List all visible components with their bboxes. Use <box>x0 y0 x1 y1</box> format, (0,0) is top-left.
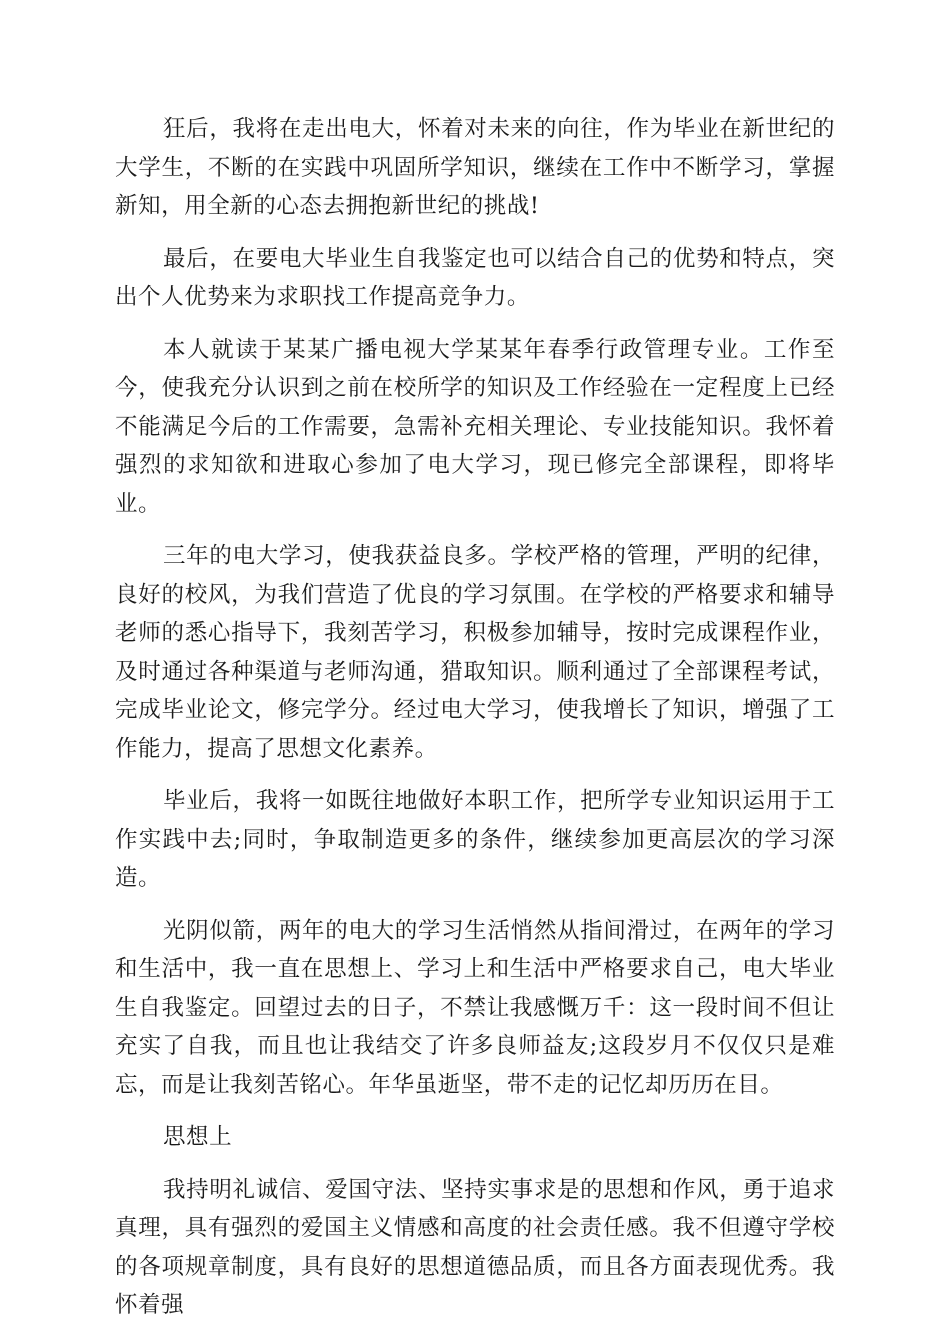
section-heading-ideology: 思想上 <box>163 1124 233 1150</box>
paragraph-ideology: 我持明礼诚信、爱国守法、坚持实事求是的思想和作风，勇于追求真理，具有强烈的爱国主义情感和高度的社会责任感。我不但遵守学校的各项规章制度，具有良好的思想道德品质，而且各方面表现优秀。我怀着强 <box>115 1176 835 1318</box>
paragraph-after-graduation: 毕业后，我将一如既往地做好本职工作，把所学专业知识运用于工作实践中去;同时，争取制造更多的条件，继续参加更高层次的学习深造。 <box>115 788 835 891</box>
paragraph-three-years: 三年的电大学习，使我获益良多。学校严格的管理，严明的纪律，良好的校风，为我们营造了优良的学习氛围。在学校的严格要求和辅导老师的悉心指导下，我刻苦学习，积极参加辅导，按时完成课程作业，及时通过各种渠道与老师沟通，猎取知识。顺利通过了全部课程考试，完成毕业论文，修完学分。经过电大学习，使我增长了知识，增强了工作能力，提高了思想文化素养。 <box>115 543 835 762</box>
paragraph-reflection: 光阴似箭，两年的电大的学习生活悄然从指间滑过，在两年的学习和生活中，我一直在思想上、学习上和生活中严格要求自己，电大毕业生自我鉴定。回望过去的日子，不禁让我感慨万千：这一段时间不但让充实了自我，而且也让我结交了许多良师益友;这段岁月不仅仅只是难忘，而是让我刻苦铭心。年华虽逝坚，带不走的记忆却历历在目。 <box>115 917 835 1098</box>
document-page <box>115 110 835 1339</box>
paragraph-enrollment: 本人就读于某某广播电视大学某某年春季行政管理专业。工作至今，使我充分认识到之前在校所学的知识及工作经验在一定程度上已经不能满足今后的工作需要，急需补充相关理论、专业技能知识。我怀着强烈的求知欲和进取心参加了电大学习，现已修完全部课程，即将毕业。 <box>115 336 835 517</box>
paragraph-outlook: 狂后，我将在走出电大，怀着对未来的向往，作为毕业在新世纪的大学生，不断的在实践中巩固所学知识，继续在工作中不断学习，掌握新知，用全新的心态去拥抱新世纪的挑战! <box>115 116 835 219</box>
paragraph-advice: 最后，在要电大毕业生自我鉴定也可以结合自己的优势和特点，突出个人优势来为求职找工作提高竞争力。 <box>115 245 835 310</box>
